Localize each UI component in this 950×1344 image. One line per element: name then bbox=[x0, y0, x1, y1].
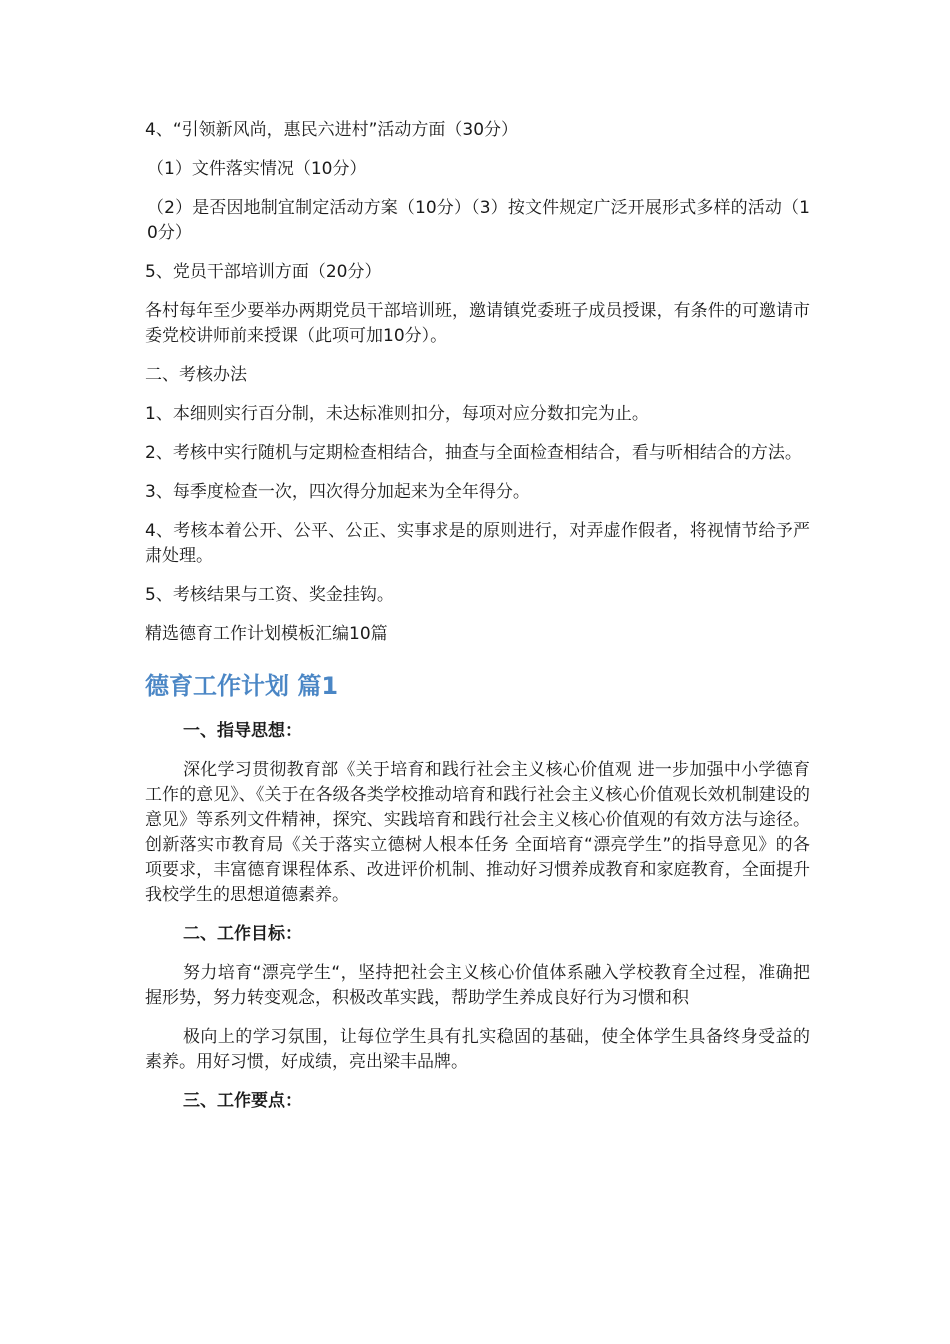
assessment-rule-2: 2、考核中实行随机与定期检查相结合，抽查与全面检查相结合，看与听相结合的方法。 bbox=[145, 443, 802, 463]
section-work-goals: 二、工作目标： bbox=[183, 924, 302, 944]
guiding-ideology-body: 深化学习贯彻教育部《关于培育和践行社会主义核心价值观 进一步加强中小学德育工作的意见》、《关于在各级各类学校推动培育和践行社会主义核心价值观长效机制建设的意见》等系列文件精神，探究、实践培育和践行社会主义核心价值观的有效方法与途径。创新落实市教育局《关于落实立德树人根本任务 全面培育“漂亮学生”的指导意见》的各项要求，丰富德育课程体系、改进评价机制、推动好习惯养成教育和家庭教育，全面提升我校学生的思想道德素养。 bbox=[145, 760, 810, 905]
work-goals-body-2: 极向上的学习氛围，让每位学生具有扎实稳固的基础，使全体学生具备终身受益的素养。用好习惯，好成绩，亮出梁丰品牌。 bbox=[145, 1027, 810, 1072]
item-training-detail: 各村每年至少要举办两期党员干部培训班，邀请镇党委班子成员授课，有条件的可邀请市委党校讲师前来授课（此项可加10分）。 bbox=[145, 301, 810, 346]
item-activity-plan: （2）是否因地制宜制定活动方案（10分）（3）按文件规定广泛开展形式多样的活动（10分） bbox=[147, 198, 810, 243]
document-page bbox=[145, 118, 810, 1128]
section-assessment-method: 二、考核办法 bbox=[145, 365, 247, 385]
article-heading: 德育工作计划 篇1 bbox=[145, 672, 339, 700]
assessment-rule-3: 3、每季度检查一次，四次得分加起来为全年得分。 bbox=[145, 482, 530, 502]
item-document-implementation: （1）文件落实情况（10分） bbox=[147, 159, 367, 179]
assessment-rule-4: 4、考核本着公开、公平、公正、实事求是的原则进行，对弄虚作假者，将视情节给予严肃处理。 bbox=[145, 521, 810, 566]
work-goals-body-1: 努力培育“漂亮学生“，坚持把社会主义核心价值体系融入学校教育全过程，准确把握形势，努力转变观念，积极改革实践，帮助学生养成良好行为习惯和积 bbox=[145, 963, 810, 1008]
section-work-points: 三、工作要点： bbox=[183, 1091, 302, 1111]
item-activity-score: 4、“引领新风尚，惠民六进村”活动方面（30分） bbox=[145, 120, 519, 140]
assessment-rule-5: 5、考核结果与工资、奖金挂钩。 bbox=[145, 585, 394, 605]
collection-title: 精选德育工作计划模板汇编10篇 bbox=[145, 624, 388, 644]
assessment-rule-1: 1、本细则实行百分制，未达标准则扣分，每项对应分数扣完为止。 bbox=[145, 404, 649, 424]
item-training-score: 5、党员干部培训方面（20分） bbox=[145, 262, 382, 282]
section-guiding-ideology: 一、指导思想： bbox=[183, 721, 302, 741]
